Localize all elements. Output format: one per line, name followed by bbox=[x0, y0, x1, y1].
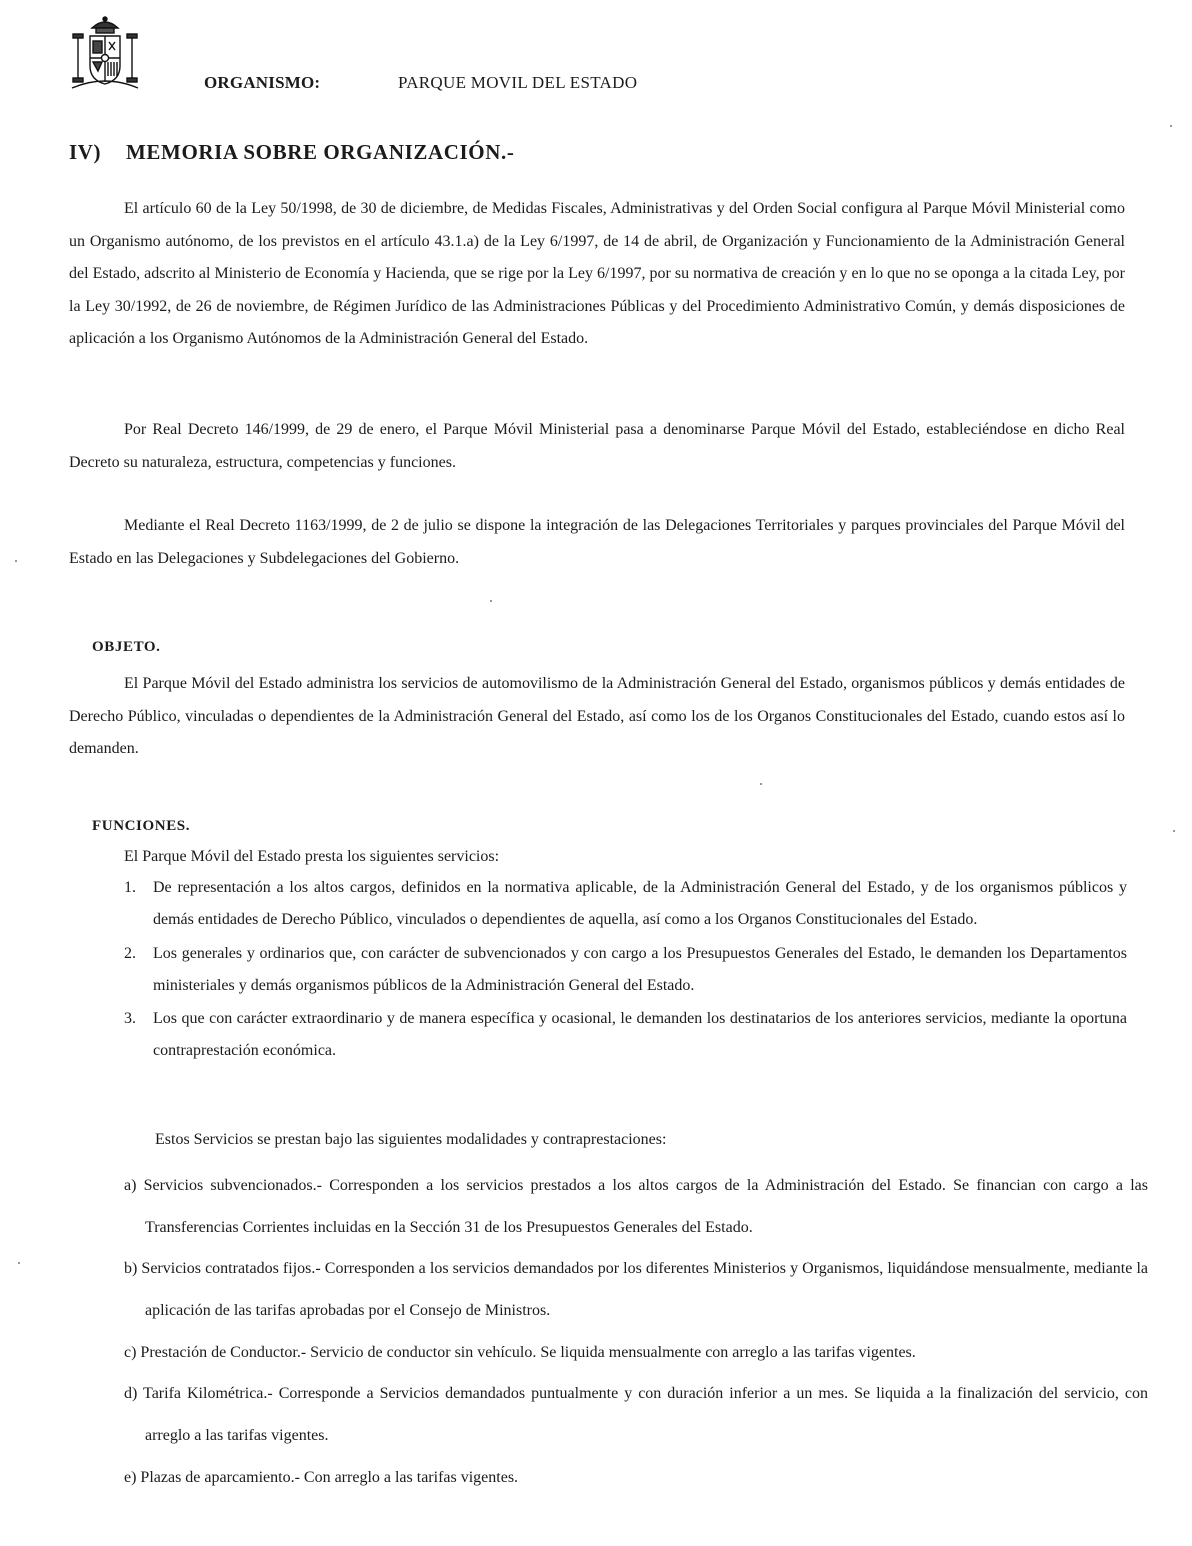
scan-speck bbox=[1173, 830, 1175, 832]
list-item: c) Prestación de Conductor.- Servicio de conductor sin vehículo. Se liquida mensualmente con arreglo a las tarifas vigentes. bbox=[124, 1344, 916, 1361]
list-item bbox=[124, 938, 1127, 1003]
list-item-text: Los que con carácter extraordinario y de manera específica y ocasional, le demanden los destinatarios de los anteriores servicios, mediante la oportuna contraprestación económica. bbox=[153, 1010, 1127, 1060]
list-item-number: 2. bbox=[124, 944, 136, 962]
list-item: e) Plazas de aparcamiento.- Con arreglo a las tarifas vigentes. bbox=[124, 1469, 519, 1486]
coat-of-arms-icon bbox=[70, 14, 140, 92]
section-number: IV) bbox=[69, 140, 102, 164]
funciones-intro: El Parque Móvil del Estado presta los siguientes servicios: bbox=[124, 848, 500, 865]
list-item bbox=[124, 872, 1127, 937]
organismo-label: ORGANISMO: bbox=[204, 73, 321, 92]
funciones-heading: FUNCIONES. bbox=[92, 818, 191, 834]
objeto-text: El Parque Móvil del Estado administra los servicios de automovilismo de la Administración General del Estado, organismos públicos y demás entidades de Derecho Público, vinculadas o dependientes de la Administración General del Estado, así como los de los Organos Constitucionales del Estado, cuando estos así lo demanden. bbox=[69, 675, 1125, 757]
scan-speck bbox=[760, 783, 762, 785]
scan-speck bbox=[1170, 125, 1172, 127]
section-title bbox=[69, 140, 514, 165]
section-title-text: MEMORIA SOBRE ORGANIZACIÓN.- bbox=[126, 140, 515, 164]
list-item: b) Servicios contratados fijos.- Corresponden a los servicios demandados por los diferentes Ministerios y Organismos, liquidándose mensualmente, mediante la aplicación de las tarifas aprobadas por el Consejo de Ministros. bbox=[124, 1260, 1148, 1319]
list-item-number: 3. bbox=[124, 1010, 136, 1028]
funciones-list bbox=[124, 872, 1127, 1069]
intro-paragraph-2: Por Real Decreto 146/1999, de 29 de enero, el Parque Móvil Ministerial pasa a denominarse Parque Móvil del Estado, estableciéndose en dicho Real Decreto su naturaleza, estructura, competencias y funciones. bbox=[69, 421, 1125, 471]
scan-speck bbox=[490, 600, 492, 602]
modalidades-intro: Estos Servicios se prestan bajo las siguientes modalidades y contraprestaciones: bbox=[155, 1131, 667, 1148]
intro-paragraph-3: Mediante el Real Decreto 1163/1999, de 2 de julio se dispone la integración de las Delegaciones Territoriales y parques provinciales del Parque Móvil del Estado en las Delegaciones y Subdelegaciones del Gobierno. bbox=[69, 517, 1125, 567]
intro-paragraph-1: El artículo 60 de la Ley 50/1998, de 30 de diciembre, de Medidas Fiscales, Administrativas y del Orden Social configura al Parque Móvil Ministerial como un Organismo autónomo, de los previstos en el artículo 43.1.a) de la Ley 6/1997, de 14 de abril, de Organización y Funcionamiento de la Administración General del Estado, adscrito al Ministerio de Economía y Hacienda, que se rige por la Ley 6/1997, por su normativa de creación y en lo que no se oponga a la citada Ley, por la Ley 30/1992, de 26 de noviembre, de Régimen Jurídico de las Administraciones Públicas y del Procedimiento Administrativo Común, y demás disposiciones de aplicación a los Organismo Autónomos de la Administración General del Estado. bbox=[69, 200, 1125, 347]
list-item-text: Los generales y ordinarios que, con carácter de subvencionados y con cargo a los Presupuestos Generales del Estado, le demanden los Departamentos ministeriales y demás organismos públicos de la Administración General del Estado. bbox=[153, 944, 1127, 994]
list-item-text: De representación a los altos cargos, definidos en la normativa aplicable, de la Administración General del Estado, y de los organismos públicos y demás entidades de Derecho Público, vinculados o dependientes de aquella, así como a los Organos Constitucionales del Estado. bbox=[153, 879, 1127, 929]
list-item-number: 1. bbox=[124, 879, 136, 896]
organismo-value: PARQUE MOVIL DEL ESTADO bbox=[398, 73, 638, 92]
list-item bbox=[124, 1003, 1127, 1068]
scan-speck bbox=[18, 1262, 20, 1264]
scan-speck bbox=[15, 560, 17, 562]
list-item: d) Tarifa Kilométrica.- Corresponde a Servicios demandados puntualmente y con duración inferior a un mes. Se liquida a la finalización del servicio, con arreglo a las tarifas vigentes. bbox=[124, 1385, 1148, 1444]
objeto-heading: OBJETO. bbox=[92, 639, 161, 655]
list-item: a) Servicios subvencionados.- Corresponden a los servicios prestados a los altos cargos de la Administración del Estado. Se financian con cargo a las Transferencias Corrientes incluidas en la Sección 31 de los Presupuestos Generales del Estado. bbox=[124, 1177, 1148, 1236]
